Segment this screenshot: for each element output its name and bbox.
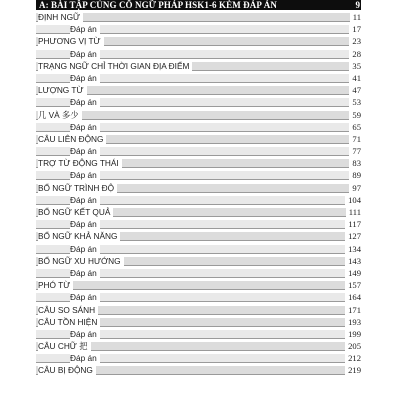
toc-page-number: 28 bbox=[349, 49, 361, 59]
toc-chapter-row bbox=[36, 109, 361, 121]
toc-entry-label: TRỢ TỪ ĐỘNG THÁI bbox=[38, 158, 122, 168]
toc-answer-row bbox=[36, 352, 361, 364]
toc-page-number: 23 bbox=[349, 36, 361, 46]
toc-entry-label: CÂU LIÊN ĐỘNG bbox=[38, 134, 106, 144]
toc-chapter-row bbox=[36, 279, 361, 291]
toc-page-number: 164 bbox=[345, 292, 361, 302]
toc-entry-label: Đáp án bbox=[70, 170, 100, 180]
toc-answer-row bbox=[36, 291, 361, 303]
toc-page-number: 53 bbox=[349, 97, 361, 107]
toc-page-number: 77 bbox=[349, 146, 361, 156]
toc-page-number: 199 bbox=[345, 329, 361, 339]
toc-answer-row bbox=[36, 328, 361, 340]
toc-page-number: 47 bbox=[349, 85, 361, 95]
toc-answer-row bbox=[36, 243, 361, 255]
toc-page-number: 104 bbox=[345, 195, 361, 205]
toc-page-number: 212 bbox=[345, 353, 361, 363]
toc-answer-row bbox=[36, 121, 361, 133]
toc-page-number: 134 bbox=[345, 244, 361, 254]
toc-answer-row bbox=[36, 145, 361, 157]
toc-entry-label: Đáp án bbox=[70, 329, 100, 339]
toc-entry-label: PHÓ TỪ bbox=[38, 280, 73, 290]
toc-page-number: 89 bbox=[349, 170, 361, 180]
toc-page-number: 17 bbox=[349, 24, 361, 34]
toc-entry-label: PHƯƠNG VỊ TỪ bbox=[38, 36, 104, 46]
toc-chapter-row bbox=[36, 230, 361, 242]
toc-page-number: 157 bbox=[345, 280, 361, 290]
toc-answer-row bbox=[36, 194, 361, 206]
toc-leader-bar bbox=[36, 111, 361, 120]
toc-chapter-row bbox=[36, 255, 361, 267]
toc-entry-label: Đáp án bbox=[70, 146, 100, 156]
toc-entry-label: LƯỢNG TỪ bbox=[38, 85, 87, 95]
toc-page-number: 41 bbox=[349, 73, 361, 83]
toc-page-number: 83 bbox=[349, 158, 361, 168]
toc-entry-label: Đáp án bbox=[70, 268, 100, 278]
toc-entry-label: Đáp án bbox=[70, 24, 100, 34]
toc-page-number: 205 bbox=[345, 341, 361, 351]
toc-entry-label: CÂU BỊ ĐỘNG bbox=[38, 365, 96, 375]
toc-entry-label: Đáp án bbox=[70, 97, 100, 107]
toc-chapter-row bbox=[36, 60, 361, 72]
toc-answer-row bbox=[36, 23, 361, 35]
toc-entry-label: BỔ NGỮ KHẢ NĂNG bbox=[38, 231, 120, 241]
toc-page-number: 171 bbox=[345, 305, 361, 315]
toc-answer-row bbox=[36, 48, 361, 60]
toc-entry-label: TRẠNG NGỮ CHỈ THỜI GIAN ĐỊA ĐIỂM bbox=[38, 61, 192, 71]
toc-answer-row bbox=[36, 267, 361, 279]
toc-page-number: 193 bbox=[345, 317, 361, 327]
toc-page-number: 11 bbox=[350, 12, 361, 22]
toc-entry-label: CÂU TỒN HIỆN bbox=[38, 317, 100, 327]
toc-entry-label: Đáp án bbox=[70, 244, 100, 254]
toc-chapter-row bbox=[36, 11, 361, 23]
toc-page-number: 111 bbox=[346, 207, 361, 217]
toc-page-number: 117 bbox=[345, 219, 361, 229]
toc-entry-label: CÂU CHỮ 把 bbox=[38, 341, 91, 351]
toc-chapter-row bbox=[36, 340, 361, 352]
toc-entry-label: Đáp án bbox=[70, 195, 100, 205]
toc-page-number: 127 bbox=[345, 231, 361, 241]
toc-entry-label: CÂU SO SÁNH bbox=[38, 305, 98, 315]
toc-entry-label: Đáp án bbox=[70, 73, 100, 83]
toc-entry-label: ĐỊNH NGỮ bbox=[38, 12, 83, 22]
toc-page-number: 149 bbox=[345, 268, 361, 278]
toc-page-number: 143 bbox=[345, 256, 361, 266]
toc-chapter-row bbox=[36, 316, 361, 328]
toc-answer-row bbox=[36, 72, 361, 84]
toc-chapter-row bbox=[36, 182, 361, 194]
section-page-number: 9 bbox=[355, 0, 360, 10]
toc-entry-label: BỔ NGỮ XU HƯỚNG bbox=[38, 256, 124, 266]
toc-chapter-row bbox=[36, 364, 361, 376]
toc-page-number: 35 bbox=[349, 61, 361, 71]
toc-leader-bar bbox=[36, 281, 361, 290]
toc-answer-row bbox=[36, 96, 361, 108]
toc-entry-label: Đáp án bbox=[70, 353, 100, 363]
toc-entry-label: Đáp án bbox=[70, 49, 100, 59]
section-title: A: BÀI TẬP CỦNG CỐ NGỮ PHÁP HSK1-6 KÈM ĐÁP ÁN bbox=[39, 0, 278, 10]
toc-entry-label: BỔ NGỮ KẾT QUẢ bbox=[38, 207, 113, 217]
toc-answer-row bbox=[36, 218, 361, 230]
toc-chapter-row bbox=[36, 206, 361, 218]
toc-page-number: 219 bbox=[345, 365, 361, 375]
toc-entry-label: 几 VÀ 多少 bbox=[38, 110, 82, 120]
toc-page-number: 59 bbox=[349, 110, 361, 120]
toc-leader-bar bbox=[36, 13, 361, 22]
toc-page-number: 97 bbox=[349, 183, 361, 193]
toc-answer-row bbox=[36, 169, 361, 181]
toc-entry-label: Đáp án bbox=[70, 122, 100, 132]
toc-chapter-row bbox=[36, 304, 361, 316]
toc-chapter-row bbox=[36, 157, 361, 169]
toc-entry-label: Đáp án bbox=[70, 292, 100, 302]
toc-entry-label: BỔ NGỮ TRÌNH ĐỘ bbox=[38, 183, 117, 193]
toc-entry-label: Đáp án bbox=[70, 219, 100, 229]
table-of-contents bbox=[36, 11, 361, 377]
toc-page-number: 65 bbox=[349, 122, 361, 132]
toc-page-number: 71 bbox=[349, 134, 361, 144]
toc-chapter-row bbox=[36, 35, 361, 47]
section-header bbox=[36, 0, 361, 10]
toc-chapter-row bbox=[36, 133, 361, 145]
toc-chapter-row bbox=[36, 84, 361, 96]
